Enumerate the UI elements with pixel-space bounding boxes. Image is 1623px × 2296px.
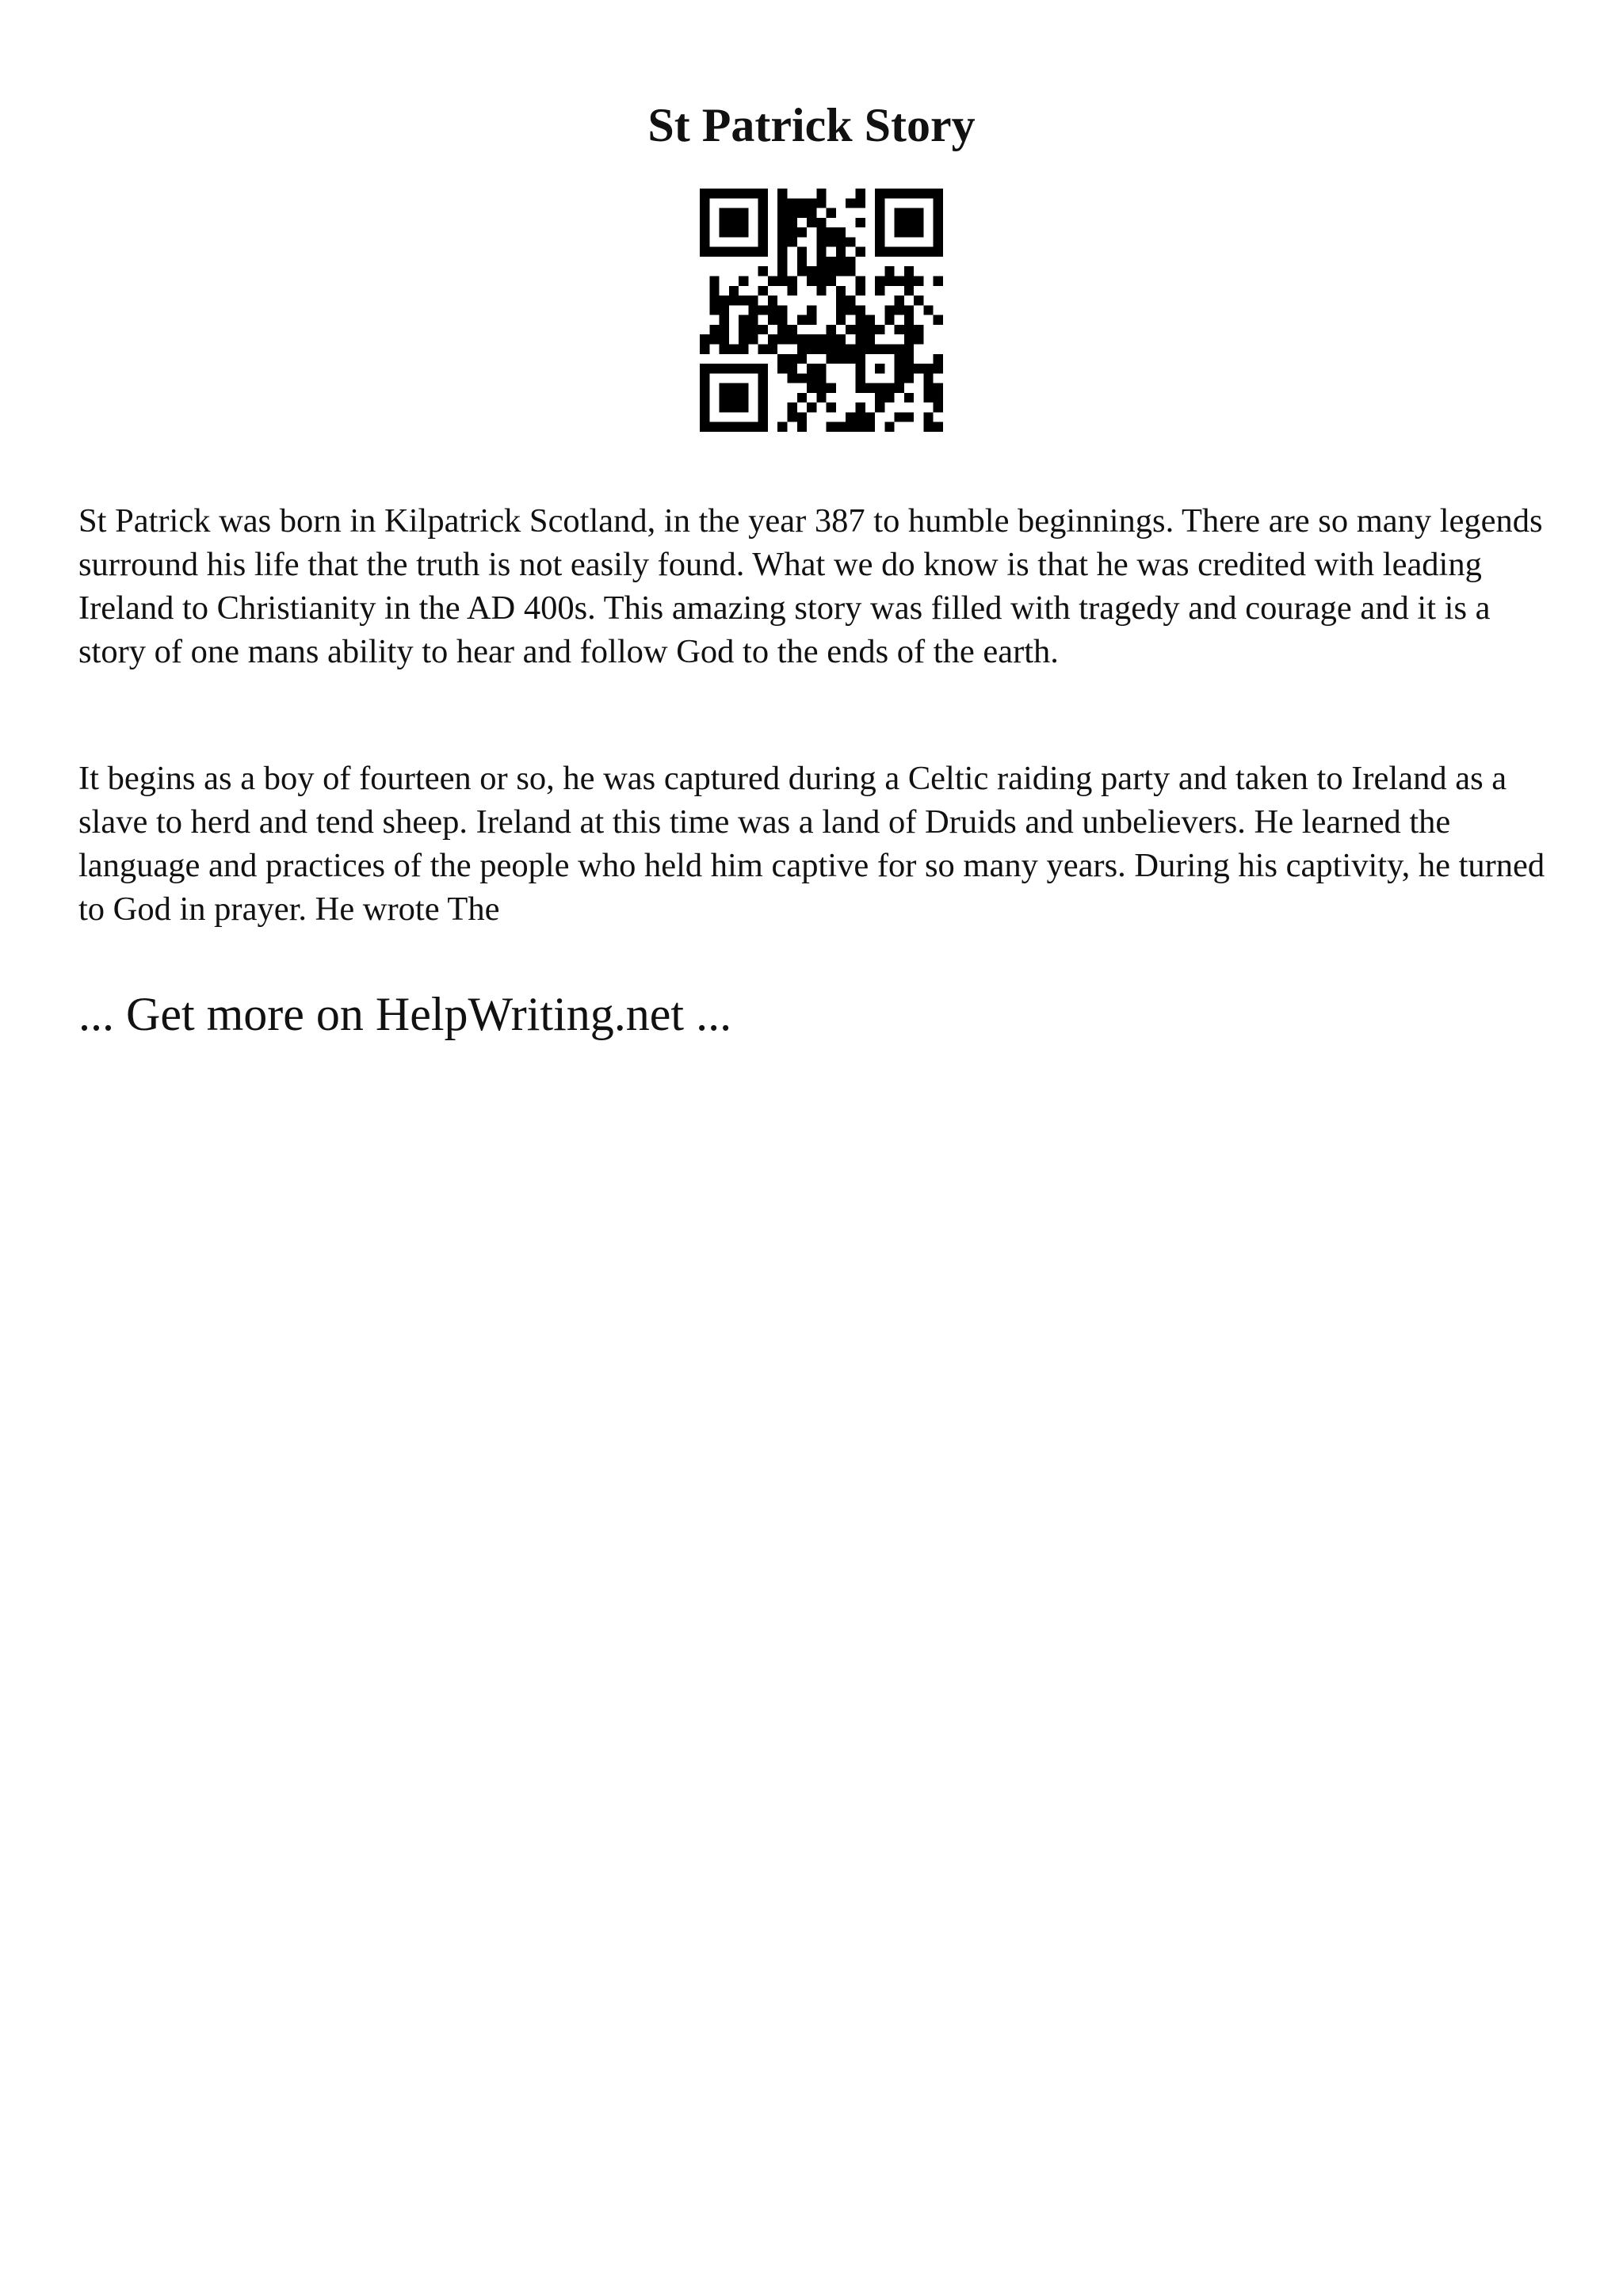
qr-code-icon[interactable] xyxy=(700,189,943,432)
get-more-link[interactable]: ... Get more on HelpWriting.net ... xyxy=(78,988,732,1040)
paragraph-2: It begins as a boy of fourteen or so, he was captured during a Celtic raiding party and taken to Ireland as a slave to herd and tend sheep. Ireland at this time was a land of Druids and unbelievers. He learned the language and practices of the people who held him captive for so many years. During his captivity, he turned to God in prayer. He wrote The xyxy=(78,760,1545,928)
paragraph-1: St Patrick was born in Kilpatrick Scotland, in the year 387 to humble beginnings. There are so many legends surround his life that the truth is not easily found. What we do know is that he was credited with leading Ireland to Christianity in the AD 400s. This amazing story was filled with tragedy and courage and it is a story of one mans ability to hear and follow God to the ends of the earth. xyxy=(78,502,1543,670)
page-title: St Patrick Story xyxy=(647,99,976,151)
